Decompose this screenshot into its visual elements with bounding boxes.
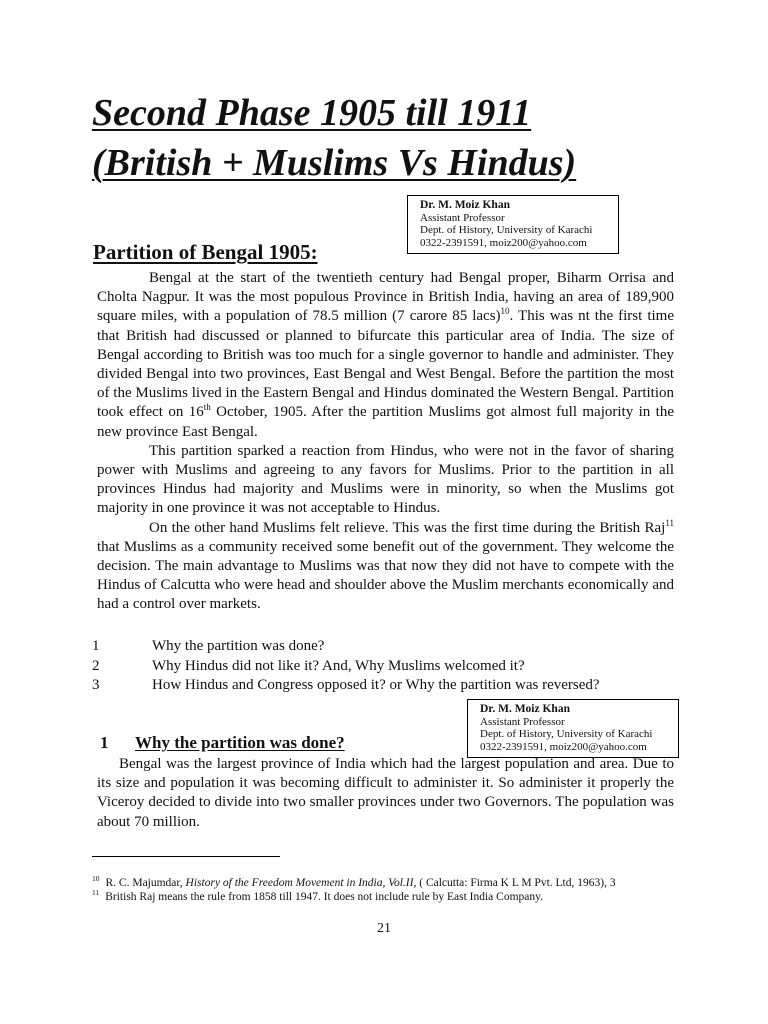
footnote-11 (92, 887, 682, 905)
question-list (92, 637, 672, 696)
question-text: How Hindus and Congress opposed it? or Why the partition was reversed? (152, 677, 600, 693)
author-dept: Dept. of History, University of Karachi (480, 728, 653, 740)
title-line-2: (British + Muslims Vs Hindus) (92, 142, 577, 184)
footnote-ref: 10 (500, 306, 510, 317)
question-number: 2 (92, 657, 100, 674)
paragraph: Bengal was the largest province of India which had the largest population and area. Due to its size and population it was becoming difficult to administer it. So administer it properly the Viceroy decided to divide into two smaller provinces under two Governors. The population was about 70 million. (97, 756, 674, 830)
author-name: Dr. M. Moiz Khan (480, 703, 570, 715)
author-box-2 (467, 699, 679, 758)
footnote-ref: 11 (665, 517, 674, 528)
author-role: Assistant Professor (420, 211, 505, 224)
page-title (92, 88, 576, 188)
question-item (92, 657, 672, 677)
author-box (407, 195, 619, 254)
footnotes (92, 874, 682, 904)
paragraph: This partition sparked a reaction from Hindus, who were not in the favor of sharing power with Muslims and agreeing to any favors for Muslims. Prior to the partition in all provinces Hindus had majority and Muslims were in minority, so when the Muslims got majority in one province it was not acceptable to Hindus. (97, 442, 674, 517)
paragraph (97, 519, 674, 615)
paragraph (97, 269, 674, 442)
author-dept: Dept. of History, University of Karachi (420, 224, 593, 236)
paragraph-text: . This was nt the first time that British had discussed or planned to bifurcate this particular area of India. The size of Bengal according to British was too much for a single governor to handle and administer. They divided Bengal into two provinces, East Bengal and West Bengal. Before the partition the most of the Muslims lived in the Eastern Bengal and Hindus dominated the Western Bengal. Partition took effect on 16 (97, 308, 674, 421)
author-name: Dr. M. Moiz Khan (420, 199, 510, 211)
footnote-divider (92, 856, 280, 857)
question-number: 1 (92, 638, 100, 654)
footnote-text: ( Calcutta: Firma K L M Pvt. Ltd, 1963), 3 (416, 877, 616, 889)
ordinal-suffix: th (203, 402, 211, 413)
section-heading-why (100, 733, 345, 753)
section-heading-text: Why the partition was done? (135, 733, 345, 752)
page-number: 21 (377, 921, 391, 936)
question-item (92, 637, 672, 657)
paragraph-text: Bengal at the start of the twentieth century had Bengal proper, Biharm Orrisa and Cholta Nagpur. It was the most populous Province in British India, having an area of 189,900 square miles, with a population of 78.5 million (7 carore 85 lacs) (97, 270, 674, 325)
author-contact: 0322-2391591, moiz200@yahoo.com (420, 236, 587, 249)
footnote-10 (92, 874, 682, 891)
paragraph-text: October, 1905. After the partition Muslims got almost full majority in the new province East Bengal. (97, 404, 674, 440)
author-contact: 0322-2391591, moiz200@yahoo.com (480, 740, 647, 753)
question-item (92, 676, 672, 696)
footnote-number: 11 (92, 887, 100, 897)
author-role: Assistant Professor (480, 715, 565, 728)
footnote-text: R. C. Majumdar, (105, 877, 186, 889)
footnote-number: 10 (92, 874, 100, 884)
question-text: Why Hindus did not like it? And, Why Muslims welcomed it? (152, 657, 525, 674)
question-text: Why the partition was done? (152, 638, 325, 654)
paragraph-text: On the other hand Muslims felt relieve. This was the first time during the British Raj (149, 519, 666, 536)
title-line-1: Second Phase 1905 till 1911 (92, 92, 532, 134)
section-heading-partition: Partition of Bengal 1905: (93, 240, 318, 264)
section-2-body (97, 755, 674, 832)
paragraph-text: that Muslims as a community received some benefit out of the government. They welcome the decision. The main advantage to Muslims was that now they did not have to compete with the Hindus of Calcutta who were head and shoulder above the Muslim merchants economically and had a control over markets. (97, 538, 674, 613)
section-1-body (97, 269, 674, 615)
section-number: 1 (100, 733, 109, 752)
footnote-book-title: History of the Freedom Movement in India, Vol.II, (185, 877, 417, 889)
footnote-text: British Raj means the rule from 1858 till 1947. It does not include rule by East India Company. (105, 890, 544, 903)
question-number: 3 (92, 677, 100, 693)
